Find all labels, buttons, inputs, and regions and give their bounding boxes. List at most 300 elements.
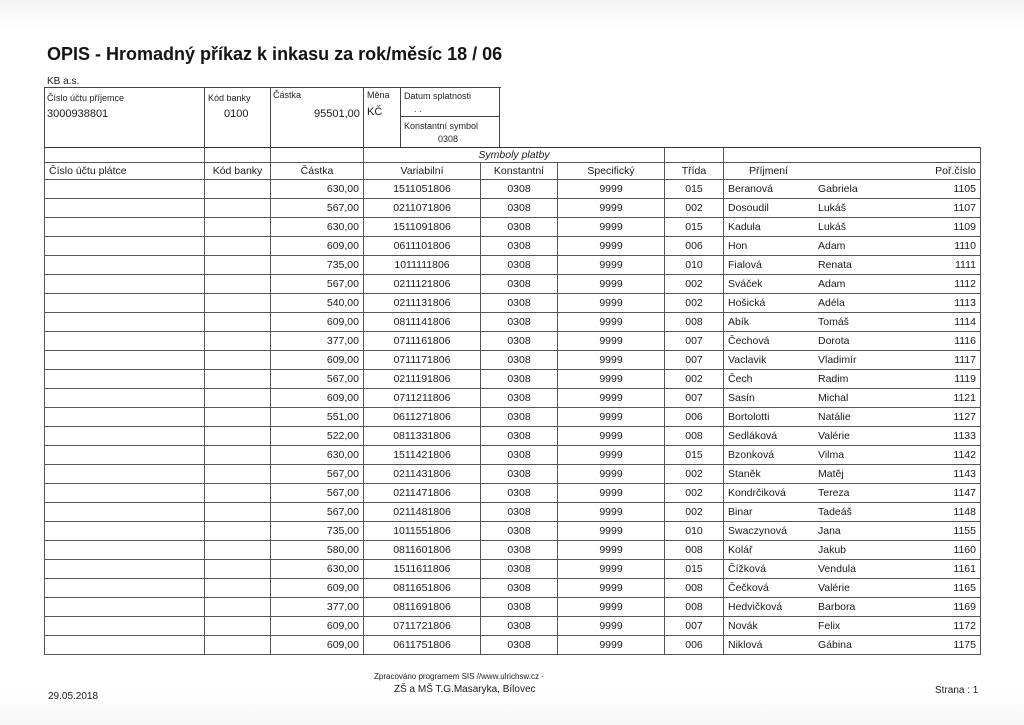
table-row: [45, 389, 981, 408]
order-number-cell: 1148: [913, 503, 981, 522]
order-number-cell: 1121: [913, 389, 981, 408]
first-name-cell: Adam: [814, 275, 913, 294]
table-row: [45, 484, 981, 503]
bank-code-cell: [205, 275, 271, 294]
payer-account-cell: [45, 389, 205, 408]
header-empty-cell: [814, 148, 913, 163]
order-number-cell: 1105: [913, 180, 981, 199]
payer-account-cell: [45, 313, 205, 332]
surname-cell: Staněk: [724, 465, 814, 484]
table-row: [45, 332, 981, 351]
specific-symbol-cell: 9999: [558, 541, 665, 560]
table-row: [45, 180, 981, 199]
first-name-cell: Michal: [814, 389, 913, 408]
surname-cell: Beranová: [724, 180, 814, 199]
amount-cell: 735,00: [271, 522, 364, 541]
table-row: [45, 294, 981, 313]
bank-code-value: 0100: [224, 108, 249, 120]
class-cell: 008: [665, 579, 724, 598]
constant-symbol-cell: 0308: [481, 446, 558, 465]
surname-cell: Bortolotti: [724, 408, 814, 427]
amount-cell: 522,00: [271, 427, 364, 446]
variable-symbol-cell: 0811651806: [364, 579, 481, 598]
payer-account-cell: [45, 579, 205, 598]
table-row: [45, 617, 981, 636]
specific-symbol-cell: 9999: [558, 218, 665, 237]
surname-cell: Čech: [724, 370, 814, 389]
header-divider: [44, 87, 45, 147]
first-name-cell: Tomáš: [814, 313, 913, 332]
bank-code-cell: [205, 522, 271, 541]
first-name-cell: Matěj: [814, 465, 913, 484]
bank-code-cell: [205, 351, 271, 370]
amount-cell: 580,00: [271, 541, 364, 560]
class-cell: 008: [665, 598, 724, 617]
specific-symbol-cell: 9999: [558, 560, 665, 579]
header-divider: [204, 87, 205, 147]
constant-symbol-cell: 0308: [481, 275, 558, 294]
constant-symbol-cell: 0308: [481, 294, 558, 313]
surname-cell: Niklová: [724, 636, 814, 655]
bank-code-cell: [205, 294, 271, 313]
specific-symbol-cell: 9999: [558, 294, 665, 313]
first-name-cell: Lukáš: [814, 218, 913, 237]
order-number-cell: 1107: [913, 199, 981, 218]
surname-cell: Kondrčiková: [724, 484, 814, 503]
table-row: [45, 313, 981, 332]
first-name-cell: Barbora: [814, 598, 913, 617]
class-cell: 006: [665, 237, 724, 256]
first-name-cell: Adéla: [814, 294, 913, 313]
order-number-cell: 1117: [913, 351, 981, 370]
variable-symbol-cell: 1511091806: [364, 218, 481, 237]
table-row: [45, 256, 981, 275]
bank-code-cell: [205, 560, 271, 579]
bank-code-cell: [205, 332, 271, 351]
bank-code-cell: [205, 617, 271, 636]
due-date-value: . .: [414, 104, 422, 114]
specific-symbol-cell: 9999: [558, 522, 665, 541]
variable-symbol-cell: 0711721806: [364, 617, 481, 636]
amount-cell: 630,00: [271, 180, 364, 199]
col-payer-account: Číslo účtu plátce: [45, 163, 205, 180]
variable-symbol-cell: 0611101806: [364, 237, 481, 256]
order-number-cell: 1169: [913, 598, 981, 617]
header-empty-cell: [913, 148, 981, 163]
constant-symbol-cell: 0308: [481, 579, 558, 598]
bank-name: KB a.s.: [47, 76, 80, 87]
first-name-cell: Valérie: [814, 427, 913, 446]
class-cell: 007: [665, 389, 724, 408]
specific-symbol-cell: 9999: [558, 484, 665, 503]
amount-label: Částka: [273, 90, 302, 100]
constant-symbol-cell: 0308: [481, 560, 558, 579]
payer-account-cell: [45, 332, 205, 351]
specific-symbol-cell: 9999: [558, 617, 665, 636]
surname-cell: Bzonková: [724, 446, 814, 465]
variable-symbol-cell: 1011551806: [364, 522, 481, 541]
bank-code-cell: [205, 465, 271, 484]
constant-symbol-cell: 0308: [481, 218, 558, 237]
bank-code-cell: [205, 541, 271, 560]
first-name-cell: Adam: [814, 237, 913, 256]
class-cell: 015: [665, 180, 724, 199]
payer-account-cell: [45, 237, 205, 256]
variable-symbol-cell: 1511421806: [364, 446, 481, 465]
constant-symbol-cell: 0308: [481, 598, 558, 617]
class-cell: 007: [665, 617, 724, 636]
due-date-label: Datum splatnosti: [404, 91, 472, 101]
order-number-cell: 1160: [913, 541, 981, 560]
bank-code-cell: [205, 199, 271, 218]
variable-symbol-cell: 0711161806: [364, 332, 481, 351]
footer-school: ZŠ a MŠ T.G.Masaryka, Bílovec: [394, 684, 536, 695]
class-cell: 006: [665, 408, 724, 427]
first-name-cell: Jana: [814, 522, 913, 541]
table-row: [45, 199, 981, 218]
specific-symbol-cell: 9999: [558, 503, 665, 522]
first-name-cell: Valérie: [814, 579, 913, 598]
payer-account-cell: [45, 598, 205, 617]
header-empty-cell: [665, 148, 724, 163]
currency-label: Měna: [367, 90, 390, 100]
first-name-cell: Natálie: [814, 408, 913, 427]
order-number-cell: 1113: [913, 294, 981, 313]
specific-symbol-cell: 9999: [558, 313, 665, 332]
variable-symbol-cell: 0711211806: [364, 389, 481, 408]
amount-cell: 630,00: [271, 560, 364, 579]
order-number-cell: 1175: [913, 636, 981, 655]
first-name-cell: Radim: [814, 370, 913, 389]
class-cell: 002: [665, 370, 724, 389]
amount-cell: 609,00: [271, 579, 364, 598]
class-cell: 002: [665, 199, 724, 218]
amount-value: 95501,00: [314, 108, 360, 120]
class-cell: 002: [665, 503, 724, 522]
payer-account-cell: [45, 294, 205, 313]
table-row: [45, 560, 981, 579]
surname-cell: Dosoudil: [724, 199, 814, 218]
payer-account-cell: [45, 199, 205, 218]
first-name-cell: Renata: [814, 256, 913, 275]
header-empty-cell: [205, 148, 271, 163]
page-number: Strana : 1: [935, 685, 979, 696]
constant-symbol-cell: 0308: [481, 465, 558, 484]
variable-symbol-cell: 1011111806: [364, 256, 481, 275]
payer-account-cell: [45, 446, 205, 465]
variable-symbol-cell: 0211481806: [364, 503, 481, 522]
order-number-cell: 1116: [913, 332, 981, 351]
surname-cell: Čechová: [724, 332, 814, 351]
payer-account-cell: [45, 408, 205, 427]
specific-symbol-cell: 9999: [558, 598, 665, 617]
recipient-account-label: Číslo účtu příjemce: [47, 93, 125, 103]
header-divider: [400, 116, 499, 117]
surname-cell: Hošická: [724, 294, 814, 313]
amount-cell: 567,00: [271, 484, 364, 503]
col-order: Poř.číslo: [913, 163, 981, 180]
constant-symbol-cell: 0308: [481, 180, 558, 199]
payer-account-cell: [45, 484, 205, 503]
order-number-cell: 1109: [913, 218, 981, 237]
specific-symbol-cell: 9999: [558, 389, 665, 408]
recipient-account-value: 3000938801: [47, 108, 109, 120]
header-empty-cell: [724, 148, 814, 163]
specific-symbol-cell: 9999: [558, 370, 665, 389]
header-empty-cell: [814, 163, 913, 180]
bank-code-cell: [205, 370, 271, 389]
specific-symbol-cell: 9999: [558, 579, 665, 598]
amount-cell: 609,00: [271, 237, 364, 256]
bank-code-cell: [205, 484, 271, 503]
variable-symbol-cell: 0611271806: [364, 408, 481, 427]
specific-symbol-cell: 9999: [558, 427, 665, 446]
amount-cell: 377,00: [271, 332, 364, 351]
bank-code-cell: [205, 256, 271, 275]
amount-cell: 551,00: [271, 408, 364, 427]
class-cell: 007: [665, 351, 724, 370]
variable-symbol-cell: 0211131806: [364, 294, 481, 313]
payer-account-cell: [45, 636, 205, 655]
surname-cell: Abík: [724, 313, 814, 332]
first-name-cell: Tereza: [814, 484, 913, 503]
amount-cell: 630,00: [271, 446, 364, 465]
constant-symbol-cell: 0308: [481, 256, 558, 275]
header-empty-cell: [45, 148, 205, 163]
table-row: [45, 218, 981, 237]
amount-cell: 567,00: [271, 370, 364, 389]
surname-cell: Kolář: [724, 541, 814, 560]
first-name-cell: Vladimír: [814, 351, 913, 370]
constant-symbol-cell: 0308: [481, 389, 558, 408]
amount-cell: 609,00: [271, 617, 364, 636]
amount-cell: 630,00: [271, 218, 364, 237]
table-row: [45, 351, 981, 370]
constant-symbol-cell: 0308: [481, 199, 558, 218]
amount-cell: 609,00: [271, 313, 364, 332]
amount-cell: 567,00: [271, 503, 364, 522]
payer-account-cell: [45, 522, 205, 541]
header-divider: [270, 87, 271, 147]
col-surname: Příjmení: [724, 163, 814, 180]
payer-account-cell: [45, 617, 205, 636]
bank-code-cell: [205, 446, 271, 465]
surname-cell: Čečková: [724, 579, 814, 598]
payer-account-cell: [45, 503, 205, 522]
surname-cell: Vaclavik: [724, 351, 814, 370]
table-row: [45, 446, 981, 465]
header-empty-cell: [271, 148, 364, 163]
order-number-cell: 1111: [913, 256, 981, 275]
class-cell: 006: [665, 636, 724, 655]
order-number-cell: 1142: [913, 446, 981, 465]
first-name-cell: Vendula: [814, 560, 913, 579]
header-divider: [363, 87, 364, 147]
constant-symbol-cell: 0308: [481, 636, 558, 655]
constant-symbol-cell: 0308: [481, 522, 558, 541]
amount-cell: 540,00: [271, 294, 364, 313]
variable-symbol-cell: 0711171806: [364, 351, 481, 370]
specific-symbol-cell: 9999: [558, 332, 665, 351]
surname-cell: Sedláková: [724, 427, 814, 446]
bank-code-cell: [205, 237, 271, 256]
amount-cell: 567,00: [271, 199, 364, 218]
amount-cell: 377,00: [271, 598, 364, 617]
col-bank-code: Kód banky: [205, 163, 271, 180]
first-name-cell: Lukáš: [814, 199, 913, 218]
col-variable: Variabilní: [364, 163, 481, 180]
order-number-cell: 1112: [913, 275, 981, 294]
first-name-cell: Vilma: [814, 446, 913, 465]
constant-symbol-cell: 0308: [481, 408, 558, 427]
specific-symbol-cell: 9999: [558, 256, 665, 275]
table-row: [45, 503, 981, 522]
first-name-cell: Felix: [814, 617, 913, 636]
page-title: OPIS - Hromadný příkaz k inkasu za rok/měsíc 18 / 06: [47, 44, 503, 64]
col-class: Třída: [665, 163, 724, 180]
surname-cell: Sváček: [724, 275, 814, 294]
variable-symbol-cell: 0811691806: [364, 598, 481, 617]
order-number-cell: 1143: [913, 465, 981, 484]
variable-symbol-cell: 1511051806: [364, 180, 481, 199]
surname-cell: Hedvičková: [724, 598, 814, 617]
col-constant: Konstantní: [481, 163, 558, 180]
payer-account-cell: [45, 218, 205, 237]
table-row: [45, 370, 981, 389]
class-cell: 002: [665, 294, 724, 313]
variable-symbol-cell: 0811141806: [364, 313, 481, 332]
class-cell: 010: [665, 256, 724, 275]
first-name-cell: Dorota: [814, 332, 913, 351]
order-number-cell: 1127: [913, 408, 981, 427]
variable-symbol-cell: 0211121806: [364, 275, 481, 294]
first-name-cell: Tadeáš: [814, 503, 913, 522]
constant-symbol-cell: 0308: [481, 237, 558, 256]
table-row: [45, 636, 981, 655]
payer-account-cell: [45, 275, 205, 294]
constant-symbol-cell: 0308: [481, 541, 558, 560]
surname-cell: Hon: [724, 237, 814, 256]
footer-generated-by: Zpracováno programem SIS //www.ulrichsw.cz -: [374, 672, 544, 681]
payer-account-cell: [45, 427, 205, 446]
table-row: [45, 237, 981, 256]
constant-symbol-cell: 0308: [481, 503, 558, 522]
order-number-cell: 1165: [913, 579, 981, 598]
specific-symbol-cell: 9999: [558, 351, 665, 370]
order-number-cell: 1119: [913, 370, 981, 389]
surname-cell: Fialová: [724, 256, 814, 275]
bank-code-cell: [205, 389, 271, 408]
class-cell: 015: [665, 218, 724, 237]
order-number-cell: 1161: [913, 560, 981, 579]
bank-code-cell: [205, 503, 271, 522]
order-number-cell: 1172: [913, 617, 981, 636]
payer-account-cell: [45, 541, 205, 560]
amount-cell: 567,00: [271, 275, 364, 294]
first-name-cell: Gabriela: [814, 180, 913, 199]
constant-symbol-cell: 0308: [481, 370, 558, 389]
variable-symbol-cell: 0211471806: [364, 484, 481, 503]
order-number-cell: 1133: [913, 427, 981, 446]
bank-code-cell: [205, 598, 271, 617]
table-row: [45, 579, 981, 598]
bank-code-cell: [205, 180, 271, 199]
order-number-cell: 1155: [913, 522, 981, 541]
variable-symbol-cell: 0211431806: [364, 465, 481, 484]
first-name-cell: Gábina: [814, 636, 913, 655]
class-cell: 008: [665, 313, 724, 332]
specific-symbol-cell: 9999: [558, 199, 665, 218]
payer-account-cell: [45, 560, 205, 579]
constant-symbol-label: Konstantní symbol: [404, 121, 479, 131]
payer-account-cell: [45, 370, 205, 389]
bank-code-cell: [205, 218, 271, 237]
table-row: [45, 541, 981, 560]
constant-symbol-cell: 0308: [481, 332, 558, 351]
table-row: [45, 465, 981, 484]
print-date: 29.05.2018: [48, 691, 99, 702]
table-row: [45, 275, 981, 294]
class-cell: 008: [665, 541, 724, 560]
amount-cell: 609,00: [271, 389, 364, 408]
header-divider: [499, 87, 500, 147]
payer-account-cell: [45, 465, 205, 484]
table-row: [45, 598, 981, 617]
col-amount: Částka: [271, 163, 364, 180]
payments-table: [44, 147, 981, 655]
class-cell: 008: [665, 427, 724, 446]
header-divider: [400, 87, 401, 147]
specific-symbol-cell: 9999: [558, 465, 665, 484]
bank-code-cell: [205, 427, 271, 446]
surname-cell: Binar: [724, 503, 814, 522]
order-number-cell: 1114: [913, 313, 981, 332]
class-cell: 007: [665, 332, 724, 351]
table-row: [45, 522, 981, 541]
bank-code-label: Kód banky: [208, 93, 251, 103]
constant-symbol-cell: 0308: [481, 351, 558, 370]
bank-code-cell: [205, 636, 271, 655]
class-cell: 002: [665, 484, 724, 503]
amount-cell: 735,00: [271, 256, 364, 275]
amount-cell: 567,00: [271, 465, 364, 484]
col-specific: Specifický: [558, 163, 665, 180]
surname-cell: Swaczynová: [724, 522, 814, 541]
surname-cell: Novák: [724, 617, 814, 636]
surname-cell: Sasín: [724, 389, 814, 408]
specific-symbol-cell: 9999: [558, 237, 665, 256]
variable-symbol-cell: 0211071806: [364, 199, 481, 218]
payer-account-cell: [45, 351, 205, 370]
specific-symbol-cell: 9999: [558, 408, 665, 427]
variable-symbol-cell: 0811601806: [364, 541, 481, 560]
payer-account-cell: [45, 256, 205, 275]
table-row: [45, 427, 981, 446]
amount-cell: 609,00: [271, 351, 364, 370]
variable-symbol-cell: 1511611806: [364, 560, 481, 579]
surname-cell: Kadula: [724, 218, 814, 237]
variable-symbol-cell: 0811331806: [364, 427, 481, 446]
specific-symbol-cell: 9999: [558, 275, 665, 294]
amount-cell: 609,00: [271, 636, 364, 655]
variable-symbol-cell: 0211191806: [364, 370, 481, 389]
class-cell: 010: [665, 522, 724, 541]
bank-code-cell: [205, 579, 271, 598]
constant-symbol-cell: 0308: [481, 484, 558, 503]
payer-account-cell: [45, 180, 205, 199]
variable-symbol-cell: 0611751806: [364, 636, 481, 655]
class-cell: 015: [665, 560, 724, 579]
